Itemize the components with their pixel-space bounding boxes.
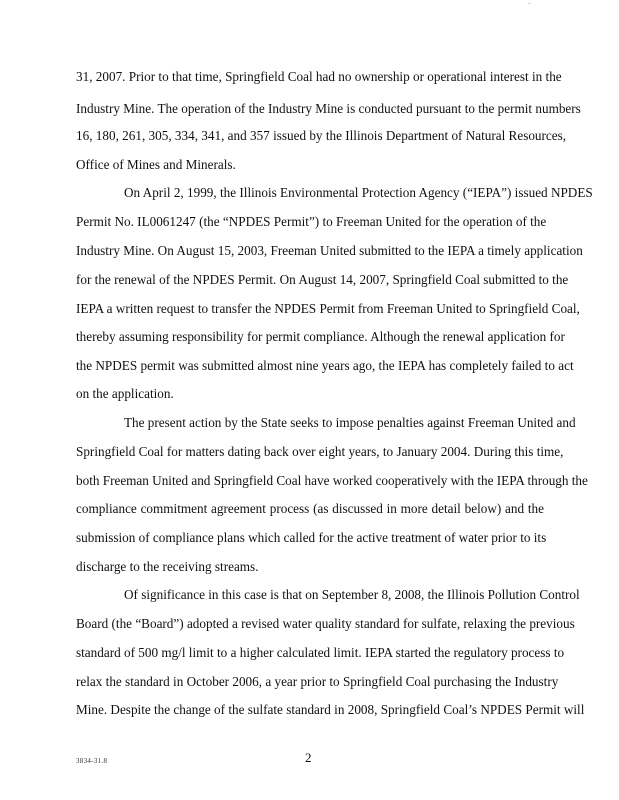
text-line: standard of 500 mg/l limit to a higher calculated limit. IEPA started the regulatory process to [76, 645, 565, 660]
text-line: Office of Mines and Minerals. [76, 157, 236, 172]
text-line: Permit No. IL0061247 (the “NPDES Permit”) to Freeman United for the operation of the [76, 214, 547, 229]
text-line: Mine. Despite the change of the sulfate standard in 2008, Springfield Coal’s NPDES Permit will [76, 702, 585, 717]
text-line: On April 2, 1999, the Illinois Environmental Protection Agency (“IEPA”) issued NPDES [124, 185, 593, 200]
text-line: Springfield Coal for matters dating back over eight years, to January 2004. During this time, [76, 444, 564, 459]
text-line: submission of compliance plans which called for the active treatment of water prior to its [76, 530, 547, 545]
text-line: Industry Mine. The operation of the Industry Mine is conducted pursuant to the permit numbers [76, 101, 581, 116]
text-line: The present action by the State seeks to impose penalties against Freeman United and [124, 415, 576, 430]
text-line: Industry Mine. On August 15, 2003, Freeman United submitted to the IEPA a timely application [76, 243, 583, 258]
text-line: for the renewal of the NPDES Permit. On August 14, 2007, Springfield Coal submitted to the [76, 272, 569, 287]
text-line: thereby assuming responsibility for permit compliance. Although the renewal application for [76, 329, 565, 344]
text-line: Of significance in this case is that on September 8, 2008, the Illinois Pollution Control [124, 587, 580, 602]
page-number: 2 [305, 750, 312, 765]
corner-mark: .. [528, 0, 531, 6]
text-line: 16, 180, 261, 305, 334, 341, and 357 issued by the Illinois Department of Natural Resources, [76, 128, 567, 143]
document-code: 3834-31.8 [76, 757, 108, 765]
text-line: compliance commitment agreement process (as discussed in more detail below) and the [76, 501, 544, 516]
text-line: both Freeman United and Springfield Coal have worked cooperatively with the IEPA through the [76, 473, 588, 488]
text-line: the NPDES permit was submitted almost nine years ago, the IEPA has completely failed to act [76, 358, 574, 373]
text-line: relax the standard in October 2006, a year prior to Springfield Coal purchasing the Industry [76, 674, 559, 689]
text-line: Board (the “Board”) adopted a revised water quality standard for sulfate, relaxing the previous [76, 616, 575, 631]
text-line: IEPA a written request to transfer the NPDES Permit from Freeman United to Springfield Coal, [76, 301, 580, 316]
text-line: discharge to the receiving streams. [76, 559, 259, 574]
text-line: on the application. [76, 386, 174, 401]
text-line: 31, 2007. Prior to that time, Springfield Coal had no ownership or operational interest in the [76, 69, 562, 84]
